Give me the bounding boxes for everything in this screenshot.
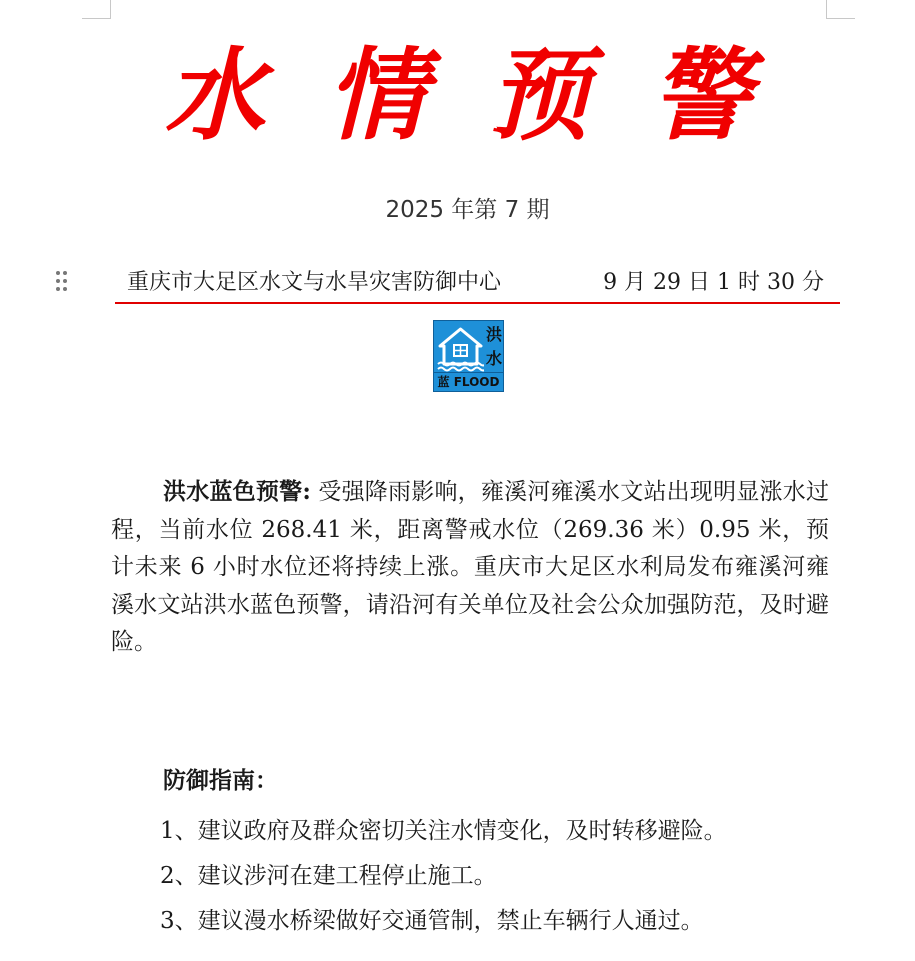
warning-paragraph: [111, 473, 829, 662]
document-title: 水情预警: [164, 36, 813, 154]
badge-side-text: [485, 323, 503, 371]
guide-title: 防御指南：: [163, 767, 278, 794]
issue-number: 2025 年第 7 期: [385, 197, 550, 223]
guide-list: [160, 809, 727, 944]
guide-item: 2、建议涉河在建工程停止施工。: [160, 863, 497, 889]
page-corner-mark-right: [826, 0, 855, 19]
page-corner-mark-left: [82, 0, 111, 19]
guide-item: 1、建议政府及群众密切关注水情变化，及时转移避险。: [160, 818, 727, 844]
header-line: [115, 266, 840, 304]
organization-name: 重庆市大足区水文与水旱灾害防御中心: [127, 270, 502, 295]
flood-blue-warning-badge: [433, 320, 504, 392]
drag-handle-icon[interactable]: [54, 270, 70, 292]
warning-lead: 洪水蓝色预警:: [163, 478, 311, 505]
badge-char: 水: [485, 349, 502, 368]
issue-time: 9 月 29 日 1 时 30 分: [603, 270, 824, 295]
house-flood-icon: [437, 324, 484, 373]
warning-text: 受强降雨影响，雍溪河雍溪水文站出现明显涨水过程，当前水位 268.41 米，距离警戒水位（269.36 米）0.95 米，预计未来 6 小时水位还将持续上涨。重庆市大足区水利局发布雍溪河雍溪水文站洪水蓝色预警，请沿河有关单位及社会公众加强防范，及时避险。: [111, 479, 830, 655]
guide-item: 3、建议漫水桥梁做好交通管制，禁止车辆行人通过。: [160, 908, 704, 934]
badge-char: 洪: [485, 325, 502, 344]
badge-level-label: 蓝 FLOOD: [434, 372, 503, 391]
